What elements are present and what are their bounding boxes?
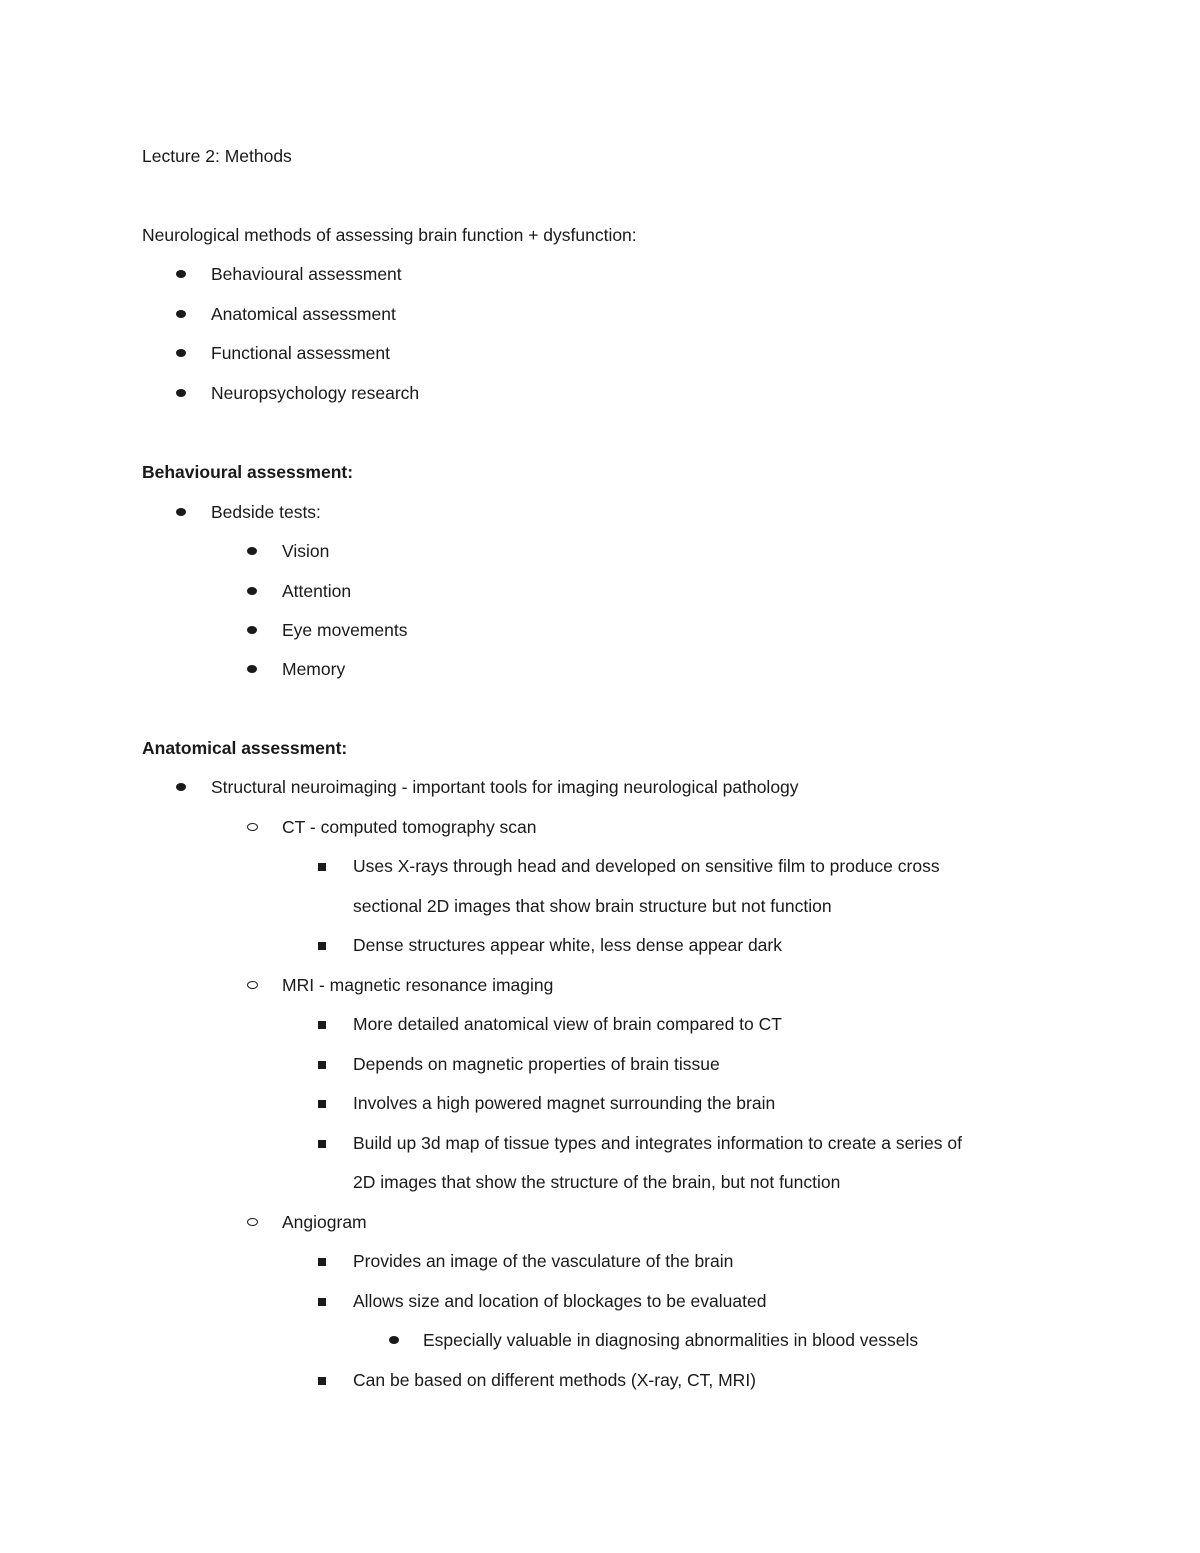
bullet-disc-icon [176,349,186,357]
ct-point: Dense structures appear white, less dense appear dark [353,935,782,955]
bullet-square-icon [318,1140,326,1148]
bullet-disc-icon [176,270,186,278]
test-item: Memory [282,659,346,679]
mri-item: MRI - magnetic resonance imaging [282,975,554,995]
bullet-square-icon [318,863,326,871]
anatomical-heading: Anatomical assessment: [142,738,348,758]
bullet-disc-icon [247,626,257,634]
bullet-disc-icon [176,389,186,397]
bullet-square-icon [318,1298,326,1306]
lecture-title: Lecture 2: Methods [142,146,292,166]
bullet-circle-icon [247,1218,258,1226]
bullet-square-icon [318,942,326,950]
bullet-square-icon [318,1377,326,1385]
intro-item: Anatomical assessment [211,304,396,324]
bullet-circle-icon [247,823,258,831]
bullet-circle-icon [247,981,258,989]
bedside-tests-item: Bedside tests: [211,502,321,522]
angiogram-item: Angiogram [282,1212,367,1232]
ct-item: CT - computed tomography scan [282,817,537,837]
angiogram-subpoint: Especially valuable in diagnosing abnormalities in blood vessels [423,1330,919,1350]
intro-item: Neuropsychology research [211,383,420,403]
bullet-disc-icon [176,310,186,318]
intro-item: Functional assessment [211,343,390,363]
bullet-square-icon [318,1100,326,1108]
mri-point: Build up 3d map of tissue types and integrates information to create a series of [353,1133,962,1153]
mri-point: Depends on magnetic properties of brain tissue [353,1054,720,1074]
bullet-disc-icon [176,508,186,516]
behavioural-heading: Behavioural assessment: [142,462,354,482]
intro-item: Behavioural assessment [211,264,402,284]
bullet-disc-icon [176,783,186,791]
ct-point: Uses X-rays through head and developed on sensitive film to produce cross [353,856,940,876]
angiogram-point: Can be based on different methods (X-ray, CT, MRI) [353,1370,757,1390]
bullet-disc-icon [389,1336,399,1344]
intro-heading: Neurological methods of assessing brain function + dysfunction: [142,225,637,245]
bullet-disc-icon [247,547,257,555]
ct-point-continued: sectional 2D images that show brain structure but not function [353,896,832,916]
angiogram-point: Provides an image of the vasculature of the brain [353,1251,734,1271]
mri-point-continued: 2D images that show the structure of the brain, but not function [353,1172,841,1192]
test-item: Attention [282,581,352,601]
test-item: Vision [282,541,330,561]
structural-neuroimaging-item: Structural neuroimaging - important tools for imaging neurological pathology [211,777,799,797]
bullet-disc-icon [247,665,257,673]
bullet-disc-icon [247,587,257,595]
test-item: Eye movements [282,620,408,640]
angiogram-point: Allows size and location of blockages to be evaluated [353,1291,767,1311]
bullet-square-icon [318,1258,326,1266]
mri-point: Involves a high powered magnet surrounding the brain [353,1093,776,1113]
mri-point: More detailed anatomical view of brain compared to CT [353,1014,782,1034]
bullet-square-icon [318,1021,326,1029]
bullet-square-icon [318,1061,326,1069]
